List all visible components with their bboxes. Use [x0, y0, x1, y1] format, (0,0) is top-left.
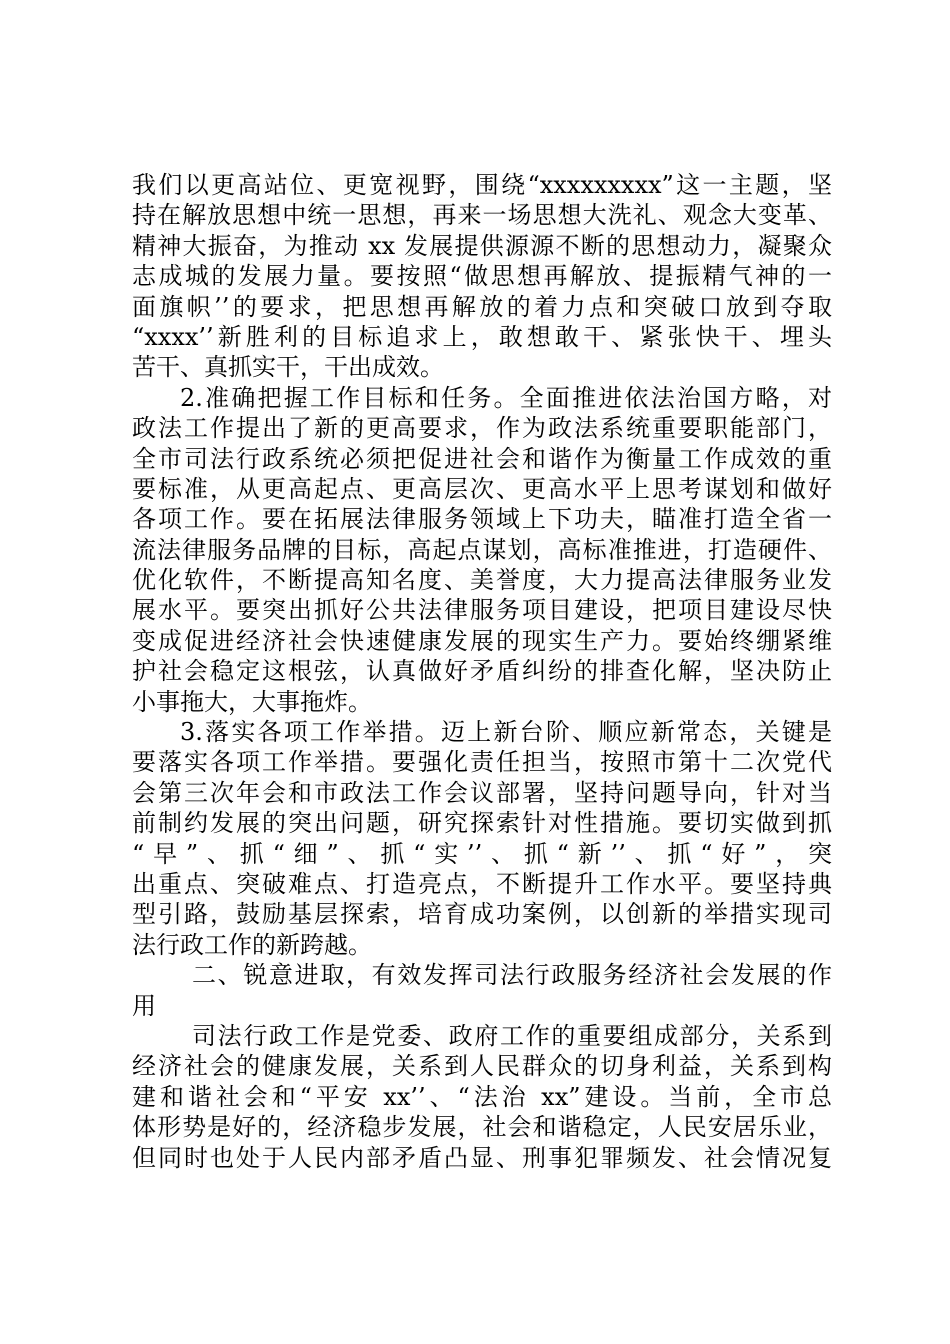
text-line: 志成城的发展力量。要按照“做思想再解放、提振精气神的一 [132, 262, 832, 291]
text-line: 会第三次年会和市政法工作会议部署，坚持问题导向，针对当 [132, 778, 832, 807]
text-line: 经济社会的健康发展，关系到人民群众的切身利益，关系到构 [132, 1052, 832, 1081]
text-line: 政法工作提出了新的更高要求，作为政法系统重要职能部门， [132, 414, 832, 443]
text-line: 型引路，鼓励基层探索，培育成功案例，以创新的举措实现司 [132, 900, 832, 929]
text-line: 变成促进经济社会快速健康发展的现实生产力。要始终绷紧维 [132, 626, 832, 655]
text-line: 优化软件，不断提高知名度、美誉度，大力提高法律服务业发 [132, 566, 832, 595]
text-line: 法行政工作的新跨越。 [132, 930, 372, 959]
text-line: 2.准确把握工作目标和任务。全面推进依法治国方略，对 [180, 383, 832, 412]
text-line: 要落实各项工作举措。要强化责任担当，按照市第十二次党代 [132, 748, 832, 777]
text-line: 流法律服务品牌的目标，高起点谋划，高标准推进，打造硬件、 [132, 535, 832, 564]
text-line: 全市司法行政系统必须把促进社会和谐作为衡量工作成效的重 [132, 444, 832, 473]
text-line: 体形势是好的，经济稳步发展，社会和谐稳定，人民安居乐业， [132, 1113, 832, 1142]
text-line: 二、锐意进取，有效发挥司法行政服务经济社会发展的作 [192, 961, 832, 990]
text-line: 我们以更高站位、更宽视野，围绕“xxxxxxxxx”这一主题，坚 [132, 171, 832, 199]
text-line: 前制约发展的突出问题，研究探索针对性措施。要切实做到抓 [132, 809, 832, 838]
text-line: 用 [132, 991, 156, 1020]
text-line: 要标准，从更高起点、更高层次、更高水平上思考谋划和做好 [132, 474, 832, 503]
text-line: 各项工作。要在拓展法律服务领域上下功夫，瞄准打造全省一 [132, 505, 832, 534]
text-line: 但同时也处于人民内部矛盾凸显、刑事犯罪频发、社会情况复 [132, 1143, 832, 1172]
text-line: 面旗帜’’的要求，把思想再解放的着力点和突破口放到夺取 [132, 292, 832, 321]
text-line: 展水平。要突出抓好公共法律服务项目建设，把项目建设尽快 [132, 596, 832, 625]
text-line: 持在解放思想中统一思想，再来一场思想大洗礼、观念大变革、 [132, 201, 832, 230]
text-line: 精神大振奋，为推动 xx 发展提供源源不断的思想动力，凝聚众 [132, 231, 832, 260]
text-line: 护社会稳定这根弦，认真做好矛盾纠纷的排查化解，坚决防止 [132, 657, 832, 686]
text-line: 苦干、真抓实干，干出成效。 [132, 353, 444, 382]
text-line: 司法行政工作是党委、政府工作的重要组成部分，关系到 [192, 1021, 832, 1050]
text-line: 小事拖大，大事拖炸。 [132, 687, 372, 716]
text-line: “早”、抓“细”、抓“实’’、抓“新’’、抓“好”，突 [132, 839, 832, 868]
text-line: 出重点、突破难点、打造亮点，不断提升工作水平。要坚持典 [132, 869, 832, 898]
text-line: 3.落实各项工作举措。迈上新台阶、顺应新常态，关键是 [180, 718, 832, 747]
document-body [132, 170, 832, 1173]
text-line: 建和谐社会和“平安 xx’’、“法治 xx”建设。当前，全市总 [132, 1082, 832, 1111]
text-line: “xxxx’’新胜利的目标追求上，敢想敢干、紧张快干、埋头 [132, 322, 832, 351]
